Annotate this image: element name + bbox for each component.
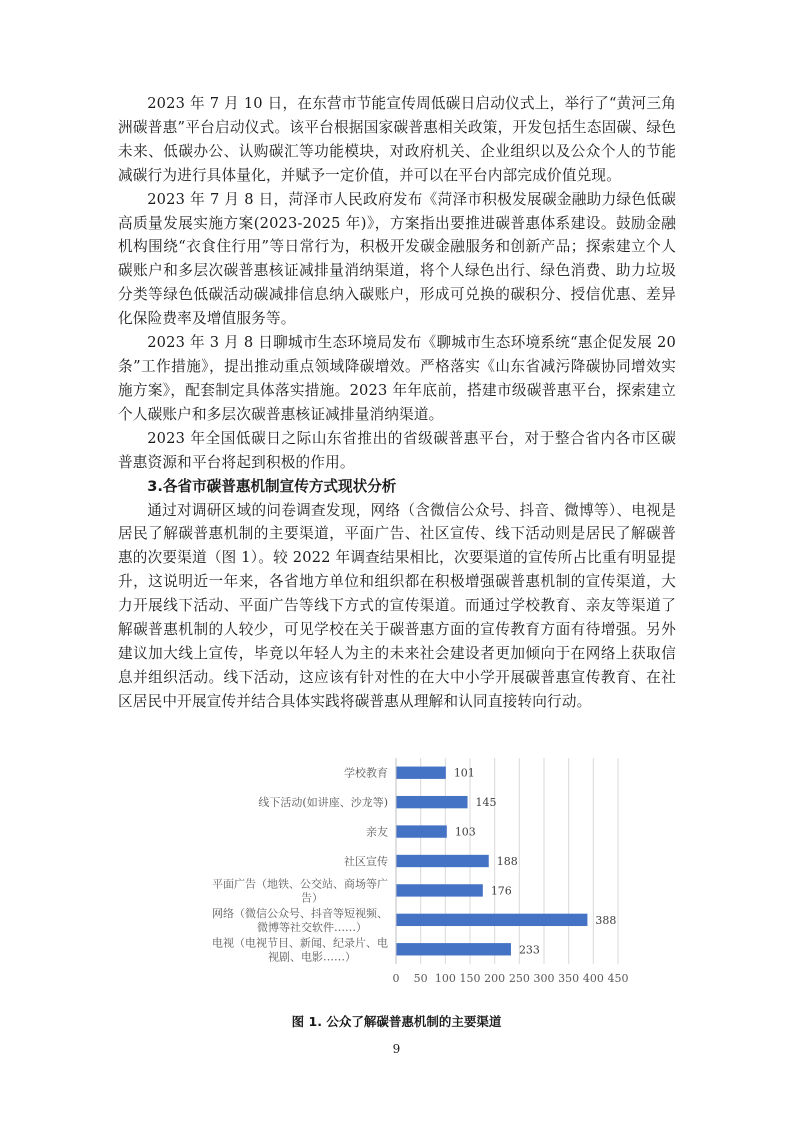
tick-label-8: 400	[582, 972, 604, 985]
page-number: 9	[392, 1042, 401, 1056]
value-label-4: 176	[490, 884, 512, 898]
chart-svg	[150, 752, 650, 1002]
paragraph-heze: 2023 年 7 月 8 日，菏泽市人民政府发布《菏泽市积极发展碳金融助力绿色低碳高质量发展实施方案(2023-2025 年)》，方案指出要推进碳普惠体系建设。鼓励金融机构围绕“衣食住行用”等日常行为，积极开发碳金融服务和创新产品；探索建立个人碳账户和多层次碳普惠核证减排量消纳渠道，将个人绿色出行、绿色消费、助力垃圾分类等绿色低碳活动碳减排信息纳入碳账户，形成可兑换的碳积分、授信优惠、差异化保险费率及增值服务等。	[118, 190, 676, 328]
value-label-0: 101	[453, 766, 475, 780]
tick-label-6: 300	[533, 972, 555, 985]
category-label-6-0: 电视（电视节目、新闻、纪录片、电	[212, 936, 388, 950]
bar-2	[396, 825, 447, 837]
value-label-5: 388	[595, 913, 617, 927]
tick-label-2: 100	[434, 972, 456, 985]
channel-bar-chart	[150, 752, 650, 1002]
category-label-6-1: 视剧、电影……）	[268, 950, 356, 964]
section-heading: 3.各省市碳普惠机制宣传方式现状分析	[147, 477, 397, 495]
bar-4	[396, 884, 483, 896]
category-label-3-0: 社区宣传	[344, 855, 388, 868]
paragraph-analysis: 通过对调研区域的问卷调查发现，网络（含微信公众号、抖音、微博等）、电视是居民了解碳普惠机制的主要渠道，平面广告、社区宣传、线下活动则是居民了解碳普惠的次要渠道（图 1）。较 2022 年调查结果相比，次要渠道的宣传所占比重有明显提升，这说明近一年来，各省地方单位和组织都在积极增强碳普惠机制的宣传渠道，大力开展线下活动、平面广告等线下方式的宣传渠道。而通过学校教育、亲友等渠道了解碳普惠机制的人较少，可见学校在关于碳普惠方面的宣传教育方面有待增强。另外建议加大线上宣传，毕竟以年轻人为主的未来社会建设者更加倾向于在网络上获取信息并组织活动。线下活动，这应该有针对性的在大中小学开展碳普惠宣传教育、在社区居民中开展宣传并结合具体实践将碳普惠从理解和认同直接转向行动。	[118, 501, 676, 710]
document-body	[118, 92, 676, 714]
value-label-3: 188	[496, 855, 518, 868]
tick-label-5: 250	[508, 972, 530, 985]
bar-5	[396, 914, 587, 926]
tick-label-1: 50	[413, 972, 428, 985]
tick-label-4: 200	[484, 972, 506, 985]
category-label-2-0: 亲友	[366, 825, 388, 839]
tick-label-0: 0	[392, 972, 400, 985]
category-label-0-0: 学校教育	[344, 766, 388, 780]
category-label-5-1: 微博等社交软件……）	[257, 920, 367, 934]
category-label-4-1: 告）	[301, 891, 323, 905]
bar-0	[396, 767, 446, 779]
figure-caption: 图 1. 公众了解碳普惠机制的主要渠道	[291, 1014, 502, 1029]
paragraph-liaocheng: 2023 年 3 月 8 日聊城市生态环境局发布《聊城市生态环境系统“惠企促发展 20 条”工作措施》，提出推动重点领域降碳增效。严格落实《山东省减污降碳协同增效实施方案》，配套制定具体落实措施。2023 年年底前，搭建市级碳普惠平台，探索建立个人碳账户和多层次碳普惠核证减排量消纳渠道。	[118, 334, 676, 423]
bar-3	[396, 855, 489, 867]
bar-1	[396, 796, 468, 808]
value-label-6: 233	[518, 943, 540, 957]
paragraph-dongying: 2023 年 7 月 10 日，在东营市节能宣传周低碳日启动仪式上，举行了“黄河三角洲碳普惠”平台启动仪式。该平台根据国家碳普惠相关政策，开发包括生态固碳、绿色未来、低碳办公、认购碳汇等功能模块，对政府机关、企业组织以及公众个人的节能减碳行为进行具体量化，并赋予一定价值，并可以在平台内部完成价值兑现。	[118, 95, 676, 184]
value-label-2: 103	[454, 825, 476, 839]
bar-6	[396, 943, 511, 955]
tick-label-3: 150	[459, 972, 481, 985]
tick-label-9: 450	[607, 972, 629, 985]
category-label-1-0: 线下活动(如讲座、沙龙等)	[258, 796, 388, 810]
tick-label-7: 350	[558, 972, 580, 985]
value-label-1: 145	[475, 796, 497, 810]
paragraph-shandong: 2023 年全国低碳日之际山东省推出的省级碳普惠平台，对于整合省内各市区碳普惠资源和平台将起到积极的作用。	[118, 429, 676, 471]
category-label-5-0: 网络（微信公众号、抖音等短视频、	[212, 906, 388, 920]
category-label-4-0: 平面广告（地铁、公交站、商场等广	[212, 877, 388, 891]
